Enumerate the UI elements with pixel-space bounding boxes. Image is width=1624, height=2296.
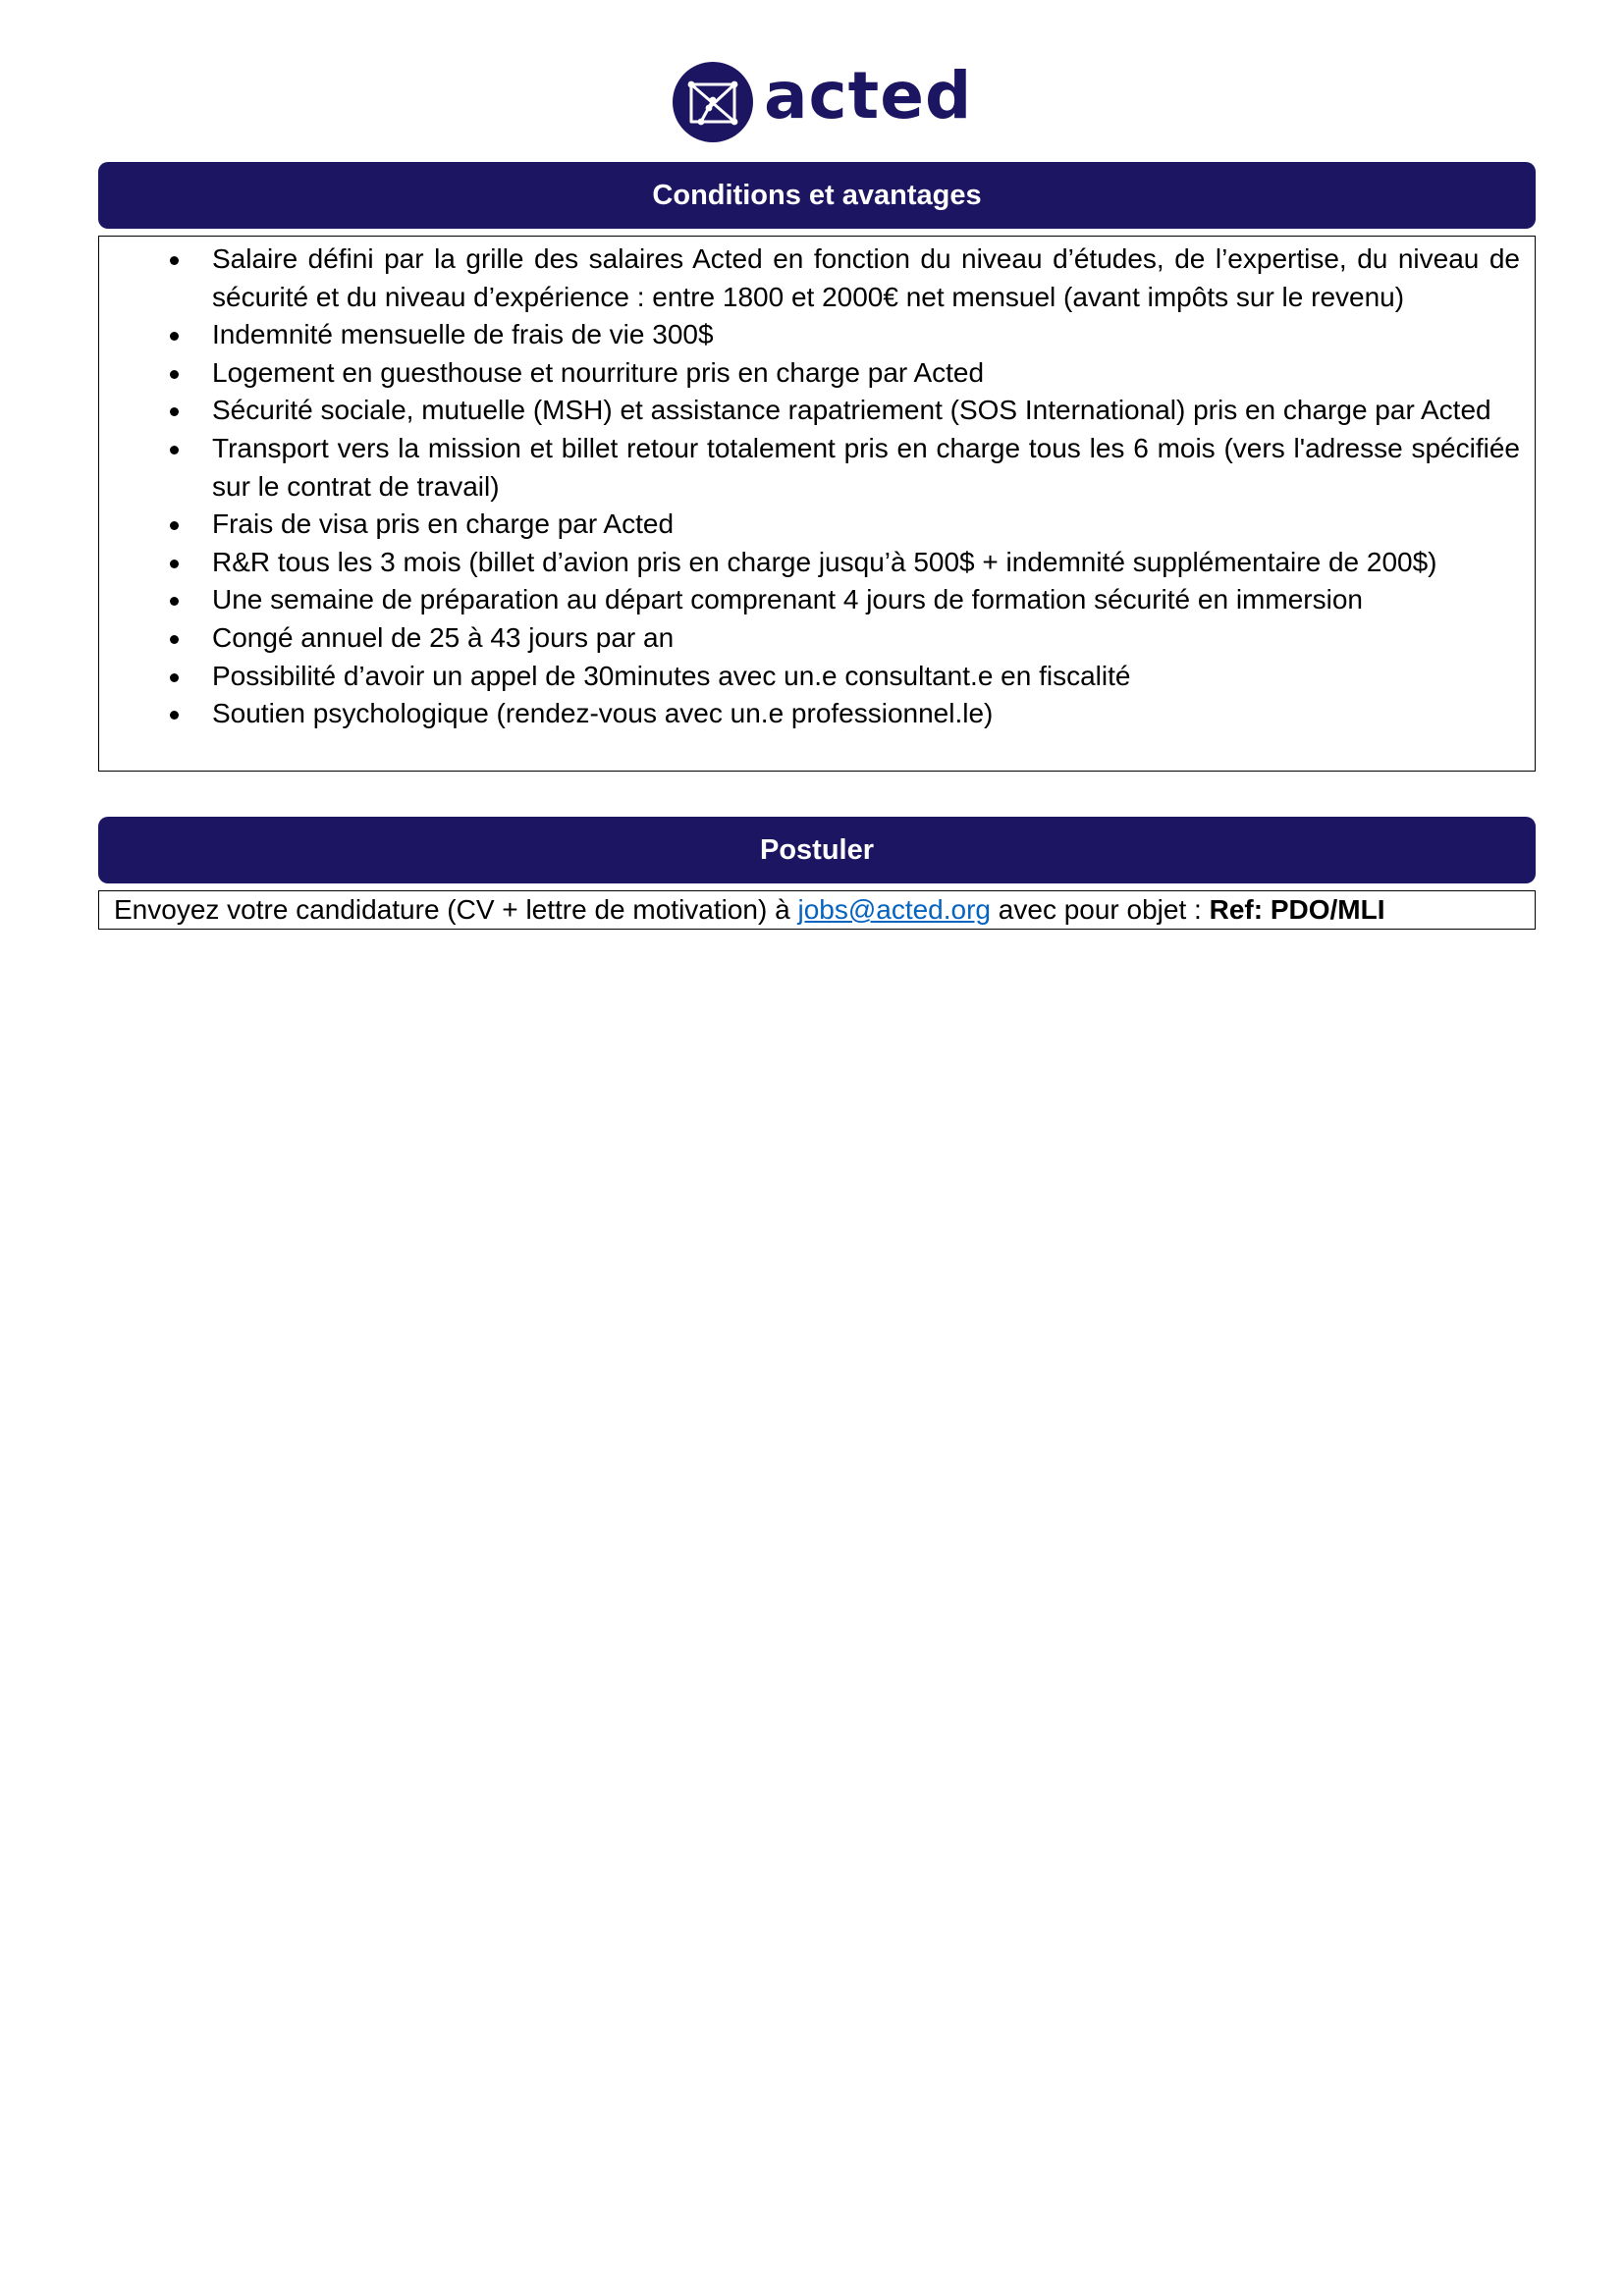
apply-text: Envoyez votre candidature (CV + lettre de motivation) à [114, 894, 798, 925]
benefit-text: Sécurité sociale, mutuelle (MSH) et assistance rapatriement (SOS International) pris en charge par Acted [212, 395, 1491, 426]
bullet-icon [170, 256, 179, 265]
list-item [99, 658, 1535, 696]
benefit-text: Frais de visa pris en charge par Acted [212, 508, 675, 540]
apply-title: Postuler [759, 833, 875, 866]
benefit-text: Congé annuel de 25 à 43 jours par an [212, 621, 675, 653]
bullet-icon [170, 407, 179, 416]
bullet-icon [170, 332, 179, 341]
apply-box [98, 890, 1536, 930]
list-item [99, 316, 1535, 354]
list-item [99, 506, 1535, 544]
bullet-icon [170, 521, 179, 530]
list-item [99, 544, 1535, 582]
apply-text-after: avec pour objet : [991, 894, 1210, 925]
acted-globe-icon [672, 61, 754, 143]
benefit-text: Transport vers la mission et billet retour totalement pris en charge tous les 6 mois (vers l'adresse spécifiée sur le contrat de travail) [212, 432, 1520, 502]
bullet-icon [170, 370, 179, 379]
list-item [99, 430, 1535, 506]
list-item [99, 240, 1535, 316]
benefits-list [99, 240, 1535, 733]
list-item [99, 619, 1535, 658]
benefit-text: R&R tous les 3 mois (billet d’avion pris en charge jusqu’à 500$ + indemnité supplémentaire de 200$) [212, 546, 1437, 577]
benefit-text: Indemnité mensuelle de frais de vie 300$ [212, 319, 714, 350]
benefit-text: Salaire défini par la grille des salaires Acted en fonction du niveau d’études, de l’expertise, du niveau de sécurité et du niveau d’expérience : entre 1800 et 2000€ net mensuel (avant impôts sur le revenu) [212, 243, 1520, 312]
conditions-box [98, 236, 1536, 772]
bullet-icon [170, 711, 179, 720]
acted-logo [672, 58, 973, 143]
bullet-icon [170, 446, 179, 454]
list-item [99, 392, 1535, 430]
logo-wordmark: acted [764, 58, 973, 133]
bullet-icon [170, 673, 179, 682]
bullet-icon [170, 635, 179, 644]
benefit-text: Logement en guesthouse et nourriture pris en charge par Acted [212, 356, 985, 388]
list-item [99, 581, 1535, 619]
bullet-icon [170, 597, 179, 606]
benefit-text: Possibilité d’avoir un appel de 30minutes avec un.e consultant.e en fiscalité [212, 660, 1131, 691]
reference-code: Ref: PDO/MLI [1209, 894, 1385, 925]
list-item [99, 695, 1535, 733]
bullet-icon [170, 560, 179, 568]
email-link[interactable]: jobs@acted.org [797, 894, 992, 925]
apply-header [98, 817, 1536, 883]
conditions-header [98, 162, 1536, 229]
list-item [99, 354, 1535, 393]
benefit-text: Une semaine de préparation au départ comprenant 4 jours de formation sécurité en immersion [212, 584, 1363, 615]
conditions-title: Conditions et avantages [652, 179, 982, 211]
benefit-text: Soutien psychologique (rendez-vous avec un.e professionnel.le) [212, 698, 994, 729]
